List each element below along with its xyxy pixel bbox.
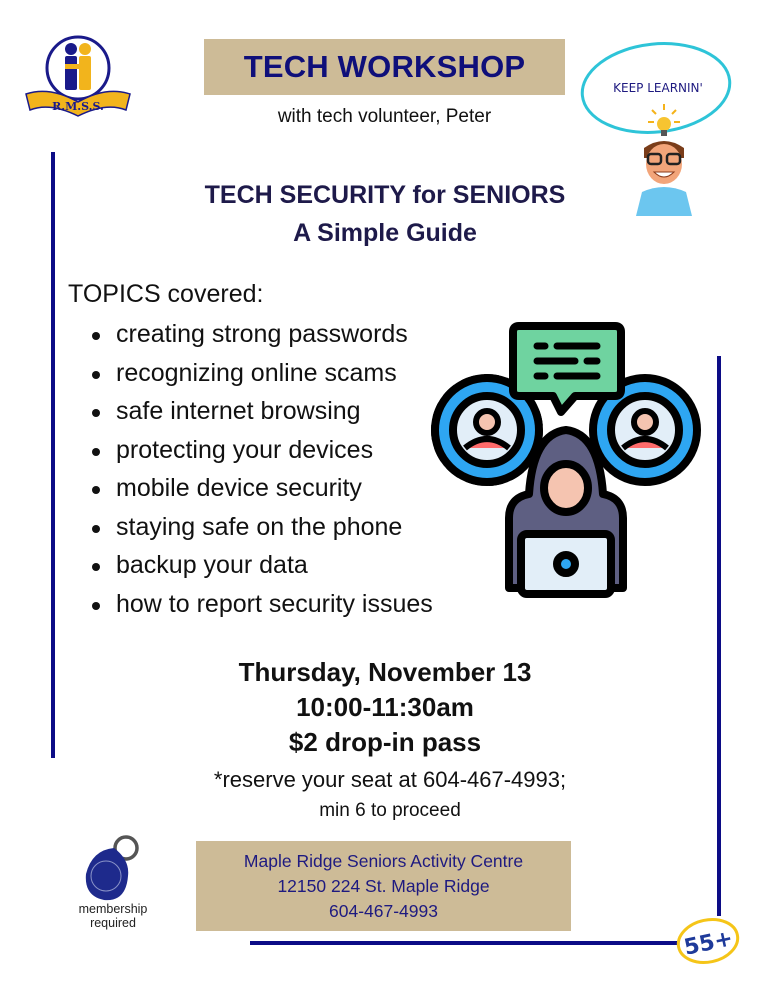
membership-note [62, 902, 164, 930]
list-item: how to report security issues [90, 585, 433, 624]
bottom-border-line [250, 941, 680, 945]
subtitle: with tech volunteer, Peter [277, 106, 492, 127]
logo-text: R.M.S.S. [52, 100, 104, 113]
location-phone: 604-467-4993 [329, 900, 438, 921]
hacker-illustration [425, 318, 707, 602]
topics-label: TOPICS covered: [68, 280, 264, 308]
list-item: protecting your devices [90, 431, 433, 470]
reserve-text: *reserve your seat at 604-467-4993; [213, 767, 567, 792]
event-time: 10:00-11:30am [296, 692, 474, 722]
membership-line-1: membership [78, 902, 148, 916]
location-address: 12150 224 St. Maple Ridge [277, 875, 490, 896]
age-badge [675, 916, 741, 966]
event-price: $2 drop-in pass [288, 727, 482, 757]
rmss-logo [20, 28, 136, 120]
heading-line-2: A Simple Guide [293, 219, 477, 247]
event-details [180, 655, 590, 760]
list-item: backup your data [90, 546, 433, 585]
list-item: staying safe on the phone [90, 508, 433, 547]
list-item: recognizing online scams [90, 354, 433, 393]
hacker-laptop-gears-icon [425, 318, 707, 602]
minimum-text: min 6 to proceed [319, 800, 461, 821]
location-box [196, 841, 571, 931]
heading-line-1: TECH SECURITY for SENIORS [204, 181, 566, 209]
age-badge-text: 55+ [681, 926, 736, 961]
key-fob-icon [80, 830, 146, 902]
list-item: creating strong passwords [90, 315, 433, 354]
title-banner [204, 39, 565, 95]
keep-learning-text: KEEP LEARNIN' [613, 81, 703, 95]
left-border-line [51, 152, 55, 758]
location-name: Maple Ridge Seniors Activity Centre [243, 850, 524, 871]
event-date: Thursday, November 13 [238, 657, 532, 687]
section-heading [60, 176, 710, 252]
membership-line-2: required [90, 916, 136, 930]
page-title: TECH WORKSHOP [243, 49, 526, 84]
topics-list [90, 315, 433, 623]
right-border-line [717, 356, 721, 916]
rmss-logo-icon [20, 28, 136, 120]
list-item: safe internet browsing [90, 392, 433, 431]
list-item: mobile device security [90, 469, 433, 508]
